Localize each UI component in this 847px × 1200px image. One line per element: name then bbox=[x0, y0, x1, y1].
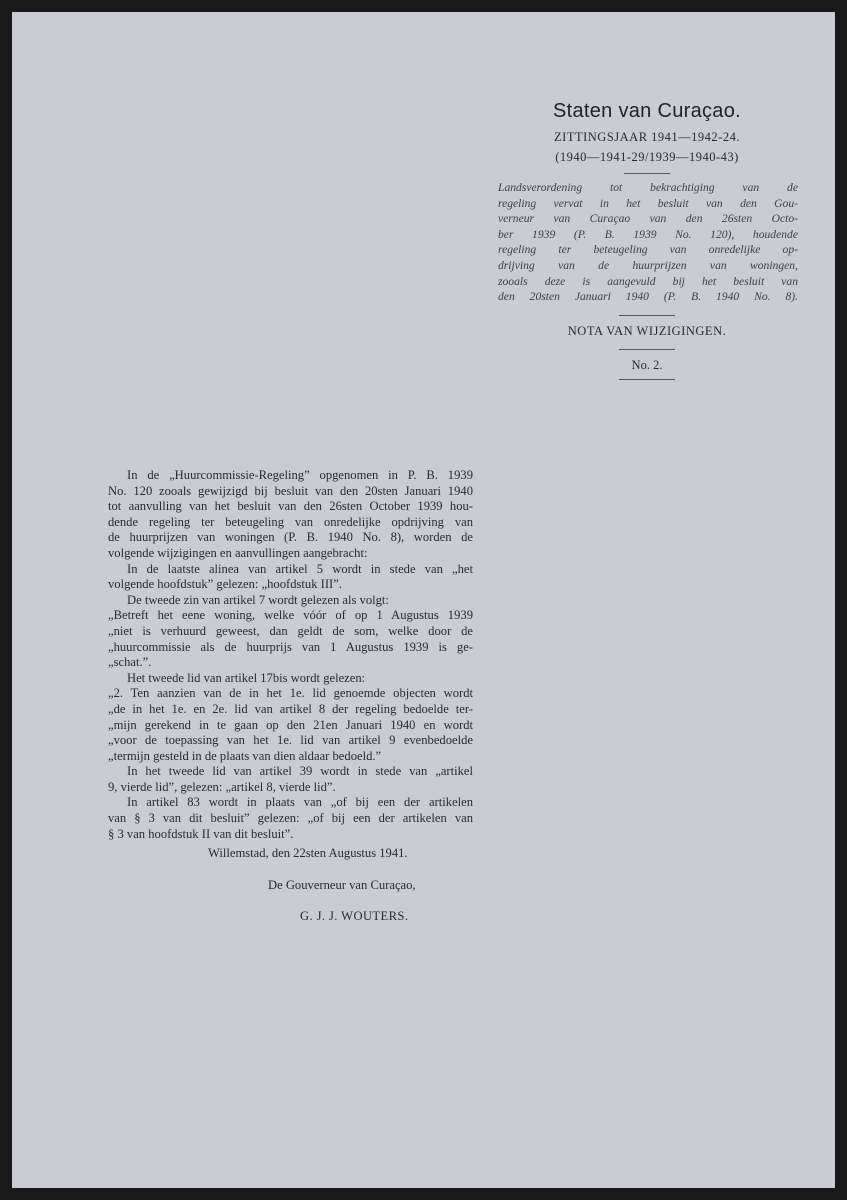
body-line: 9, vierde lid”, gelezen: „artikel 8, vierde lid”. bbox=[108, 779, 336, 794]
body-line: tot aanvulling van het besluit van den 26sten October 1939 hou- bbox=[108, 499, 473, 514]
body-line: Het tweede lid van artikel 17bis wordt gelezen: bbox=[127, 670, 366, 685]
session-year: ZITTINGSJAAR 1941—1942-24. bbox=[554, 130, 740, 144]
ordinance-line: regeling ter beteugeling van onredelijke op- bbox=[498, 243, 798, 257]
body-line: „voor de toepassing van het 1e. lid van artikel 9 evenbedoelde bbox=[108, 733, 473, 748]
ordinance-description bbox=[498, 180, 798, 305]
body-line: In de „Huurcommissie-Regeling” opgenomen in P. B. 1939 bbox=[127, 468, 473, 482]
body-line: „mijn gerekend in te gaan op den 21en Januari 1940 en wordt bbox=[108, 717, 473, 732]
body-line: volgende wijzigingen en aanvullingen aangebracht: bbox=[108, 545, 368, 560]
document-header bbox=[492, 100, 802, 386]
ordinance-line: zooals deze is aangevuld bij het besluit van bbox=[498, 274, 798, 288]
body-line: No. 120 zooals gewijzigd bij besluit van den 20sten Januari 1940 bbox=[108, 483, 473, 498]
body-line: „niet is verhuurd geweest, dan geldt de som, welke door de bbox=[108, 623, 473, 638]
document-body bbox=[108, 468, 473, 842]
nota-heading: NOTA VAN WIJZIGINGEN. bbox=[567, 323, 727, 338]
nota-number: No. 2. bbox=[631, 357, 663, 372]
body-line: „Betreft het eene woning, welke vóór of op 1 Augustus 1939 bbox=[108, 608, 473, 623]
body-line: „de in het 1e. en 2e. lid van artikel 8 der regeling bedoelde ter- bbox=[108, 701, 473, 716]
document-page bbox=[12, 12, 835, 1188]
signatory-role: De Gouverneur van Curaçao, bbox=[268, 878, 416, 892]
body-line: „huurcommissie als de huurprijs van 1 Augustus 1939 is ge- bbox=[108, 639, 473, 654]
body-line: dende regeling ter beteugeling van onredelijke opdrijving van bbox=[108, 514, 473, 529]
ordinance-line: ber 1939 (P. B. 1939 No. 120), houdende bbox=[498, 227, 798, 241]
place-date: Willemstad, den 22sten Augustus 1941. bbox=[208, 846, 408, 860]
body-line: volgende hoofdstuk” gelezen: „hoofdstuk III”. bbox=[108, 577, 342, 592]
body-line: De tweede zin van artikel 7 wordt gelezen als volgt: bbox=[127, 592, 389, 607]
ordinance-line: drijving van de huurprijzen van woningen, bbox=[498, 258, 798, 272]
ordinance-line: den 20sten Januari 1940 (P. B. 1940 No. 8). bbox=[498, 290, 798, 304]
body-line: „2. Ten aanzien van de in het 1e. lid genoemde objecten wordt bbox=[108, 686, 473, 701]
body-line: § 3 van hoofdstuk II van dit besluit”. bbox=[108, 826, 294, 841]
divider bbox=[624, 173, 670, 174]
signatory-name: G. J. J. WOUTERS. bbox=[300, 909, 409, 923]
body-line: In artikel 83 wordt in plaats van „of bij een der artikelen bbox=[127, 795, 473, 810]
ordinance-line: verneur van Curaçao van den 26sten Octo- bbox=[498, 212, 798, 226]
body-line: de huurprijzen van woningen (P. B. 1940 No. 8), worden de bbox=[108, 530, 473, 545]
body-line: van § 3 van dit besluit” gelezen: „of bij een der artikelen van bbox=[108, 811, 473, 826]
body-line: In de laatste alinea van artikel 5 wordt in stede van „het bbox=[127, 561, 473, 576]
body-line: In het tweede lid van artikel 39 wordt in stede van „artikel bbox=[127, 764, 473, 779]
divider bbox=[619, 379, 675, 380]
session-reference: (1940—1941-29/1939—1940-43) bbox=[555, 150, 739, 164]
body-line: „schat.”. bbox=[108, 655, 152, 670]
document-title: Staten van Curaçao. bbox=[552, 100, 742, 122]
ordinance-line: Landsverordening tot bekrachtiging van de bbox=[498, 181, 798, 194]
body-line: „termijn gesteld in de plaats van dien aldaar bedoeld.” bbox=[108, 748, 382, 763]
divider bbox=[619, 315, 675, 316]
divider bbox=[619, 349, 675, 350]
ordinance-line: regeling vervat in het besluit van den Gou- bbox=[498, 196, 798, 210]
